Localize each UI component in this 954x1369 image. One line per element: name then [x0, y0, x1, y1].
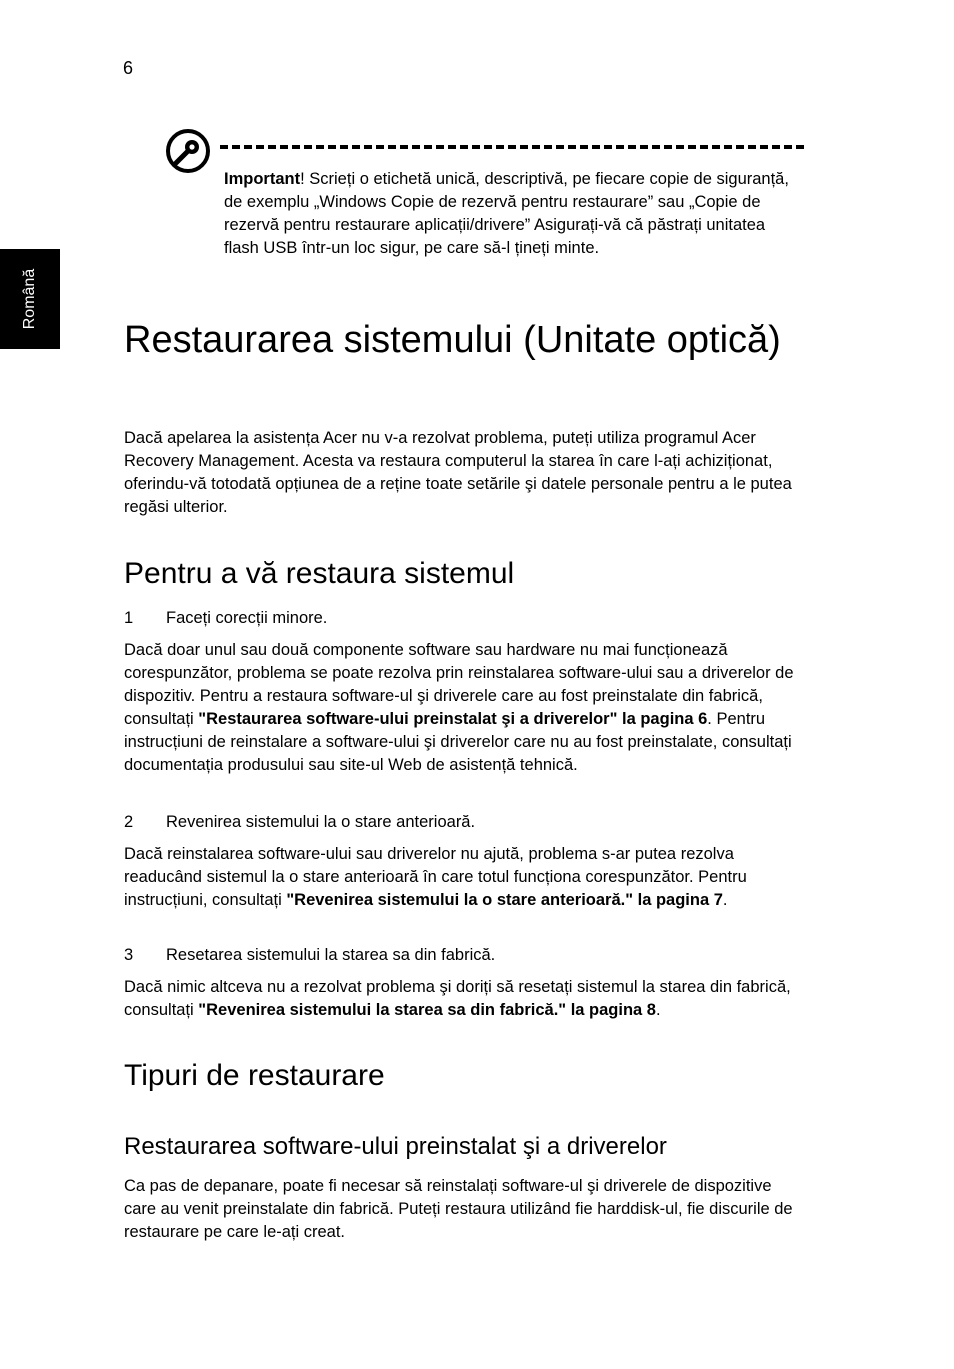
step-1-text: Dacă doar unul sau două componente software sau hardware nu mai funcționează corespunzător, problema se poate rezolva prin reinstalarea software-ului sau a driverelor de dispozitiv. Pentru a restaura software-ul şi driverele care au fost preinstalate din fabrică, consultați: [124, 641, 794, 728]
step-2-text-end: .: [722, 891, 728, 909]
step-3-text: Dacă nimic altceva nu a rezolvat problema şi doriți să resetați sistemul la starea din fabrică, consultați: [124, 978, 791, 1019]
step-2-reference-link[interactable]: "Revenirea sistemului la o stare anterioară." la pagina 7: [286, 891, 723, 909]
important-note-icon: [165, 128, 211, 174]
section-title-system-restore: Restaurarea sistemului (Unitate optică): [124, 319, 781, 361]
step-3-paragraph: [124, 976, 808, 1022]
subsection-title-reinstall-drivers: Restaurarea software-ului preinstalat şi a driverelor: [124, 1133, 667, 1160]
language-tab: [0, 249, 60, 349]
step-number: 3: [124, 946, 134, 964]
step-2-text: Dacă reinstalarea software-ului sau driverelor nu ajută, problema s-ar putea rezolva readucând sistemul la o stare anterioară în care totul funcționa corespunzător. Pentru instrucțiuni, consultați: [124, 845, 747, 909]
step-3-reference-link[interactable]: "Revenirea sistemului la starea sa din fabrică." la pagina 8: [198, 1001, 656, 1019]
step-1-paragraph: [124, 639, 808, 777]
note-body: ! Scrieți o etichetă unică, descriptivă, pe fiecare copie de siguranță, de exemplu „Windows Copie de rezervă pentru restaurare” sau „Copie de rezervă pentru restaurare aplicații/drivere” Asigurați-vă că păstrați unitatea flash USB într-un loc sigur, pe care să-l țineți minte.: [224, 170, 789, 257]
intro-paragraph: Dacă apelarea la asistența Acer nu v-a rezolvat problema, puteți utiliza programul Acer Recovery Management. Acesta va restaura computerul la starea în care l-ați achiziționat, oferindu-vă totodată opțiunea de a reține toate setările şi datele personale pentru a le putea regăsi ulterior.: [124, 429, 792, 516]
note-divider: [220, 145, 804, 149]
note-lead: Important: [224, 170, 301, 188]
section-title-restore-steps: Pentru a vă restaura sistemul: [124, 557, 515, 590]
step-number: 1: [124, 609, 134, 627]
step-2-paragraph: [124, 843, 808, 912]
step-number: 2: [124, 813, 134, 831]
step-text: Faceți corecții minore.: [166, 609, 328, 627]
reinstall-paragraph: Ca pas de depanare, poate fi necesar să reinstalați software-ul şi driverele de dispozitive care au venit preinstalate din fabrică. Puteți restaura utilizând fie harddisk-ul, fie discurile de restaurare pe care le-ați creat.: [124, 1177, 793, 1241]
step-3-text-end: .: [655, 1001, 661, 1019]
language-tab-label: Română: [21, 268, 38, 330]
step-text: Revenirea sistemului la o stare anterioară.: [166, 813, 476, 831]
step-1-reference-link[interactable]: "Restaurarea software-ului preinstalat şi a driverelor" la pagina 6: [198, 710, 708, 728]
step-1-text-end: . Pentru instrucțiuni de reinstalare a software-ului şi driverelor care nu au fost preinstalate, consultați documentația produsului sau site-ul Web de asistență tehnică.: [124, 710, 792, 774]
step-text: Resetarea sistemului la starea sa din fabrică.: [166, 946, 496, 964]
page-number: 6: [123, 58, 134, 78]
section-title-restore-types: Tipuri de restaurare: [124, 1059, 385, 1092]
important-note: [224, 168, 804, 260]
